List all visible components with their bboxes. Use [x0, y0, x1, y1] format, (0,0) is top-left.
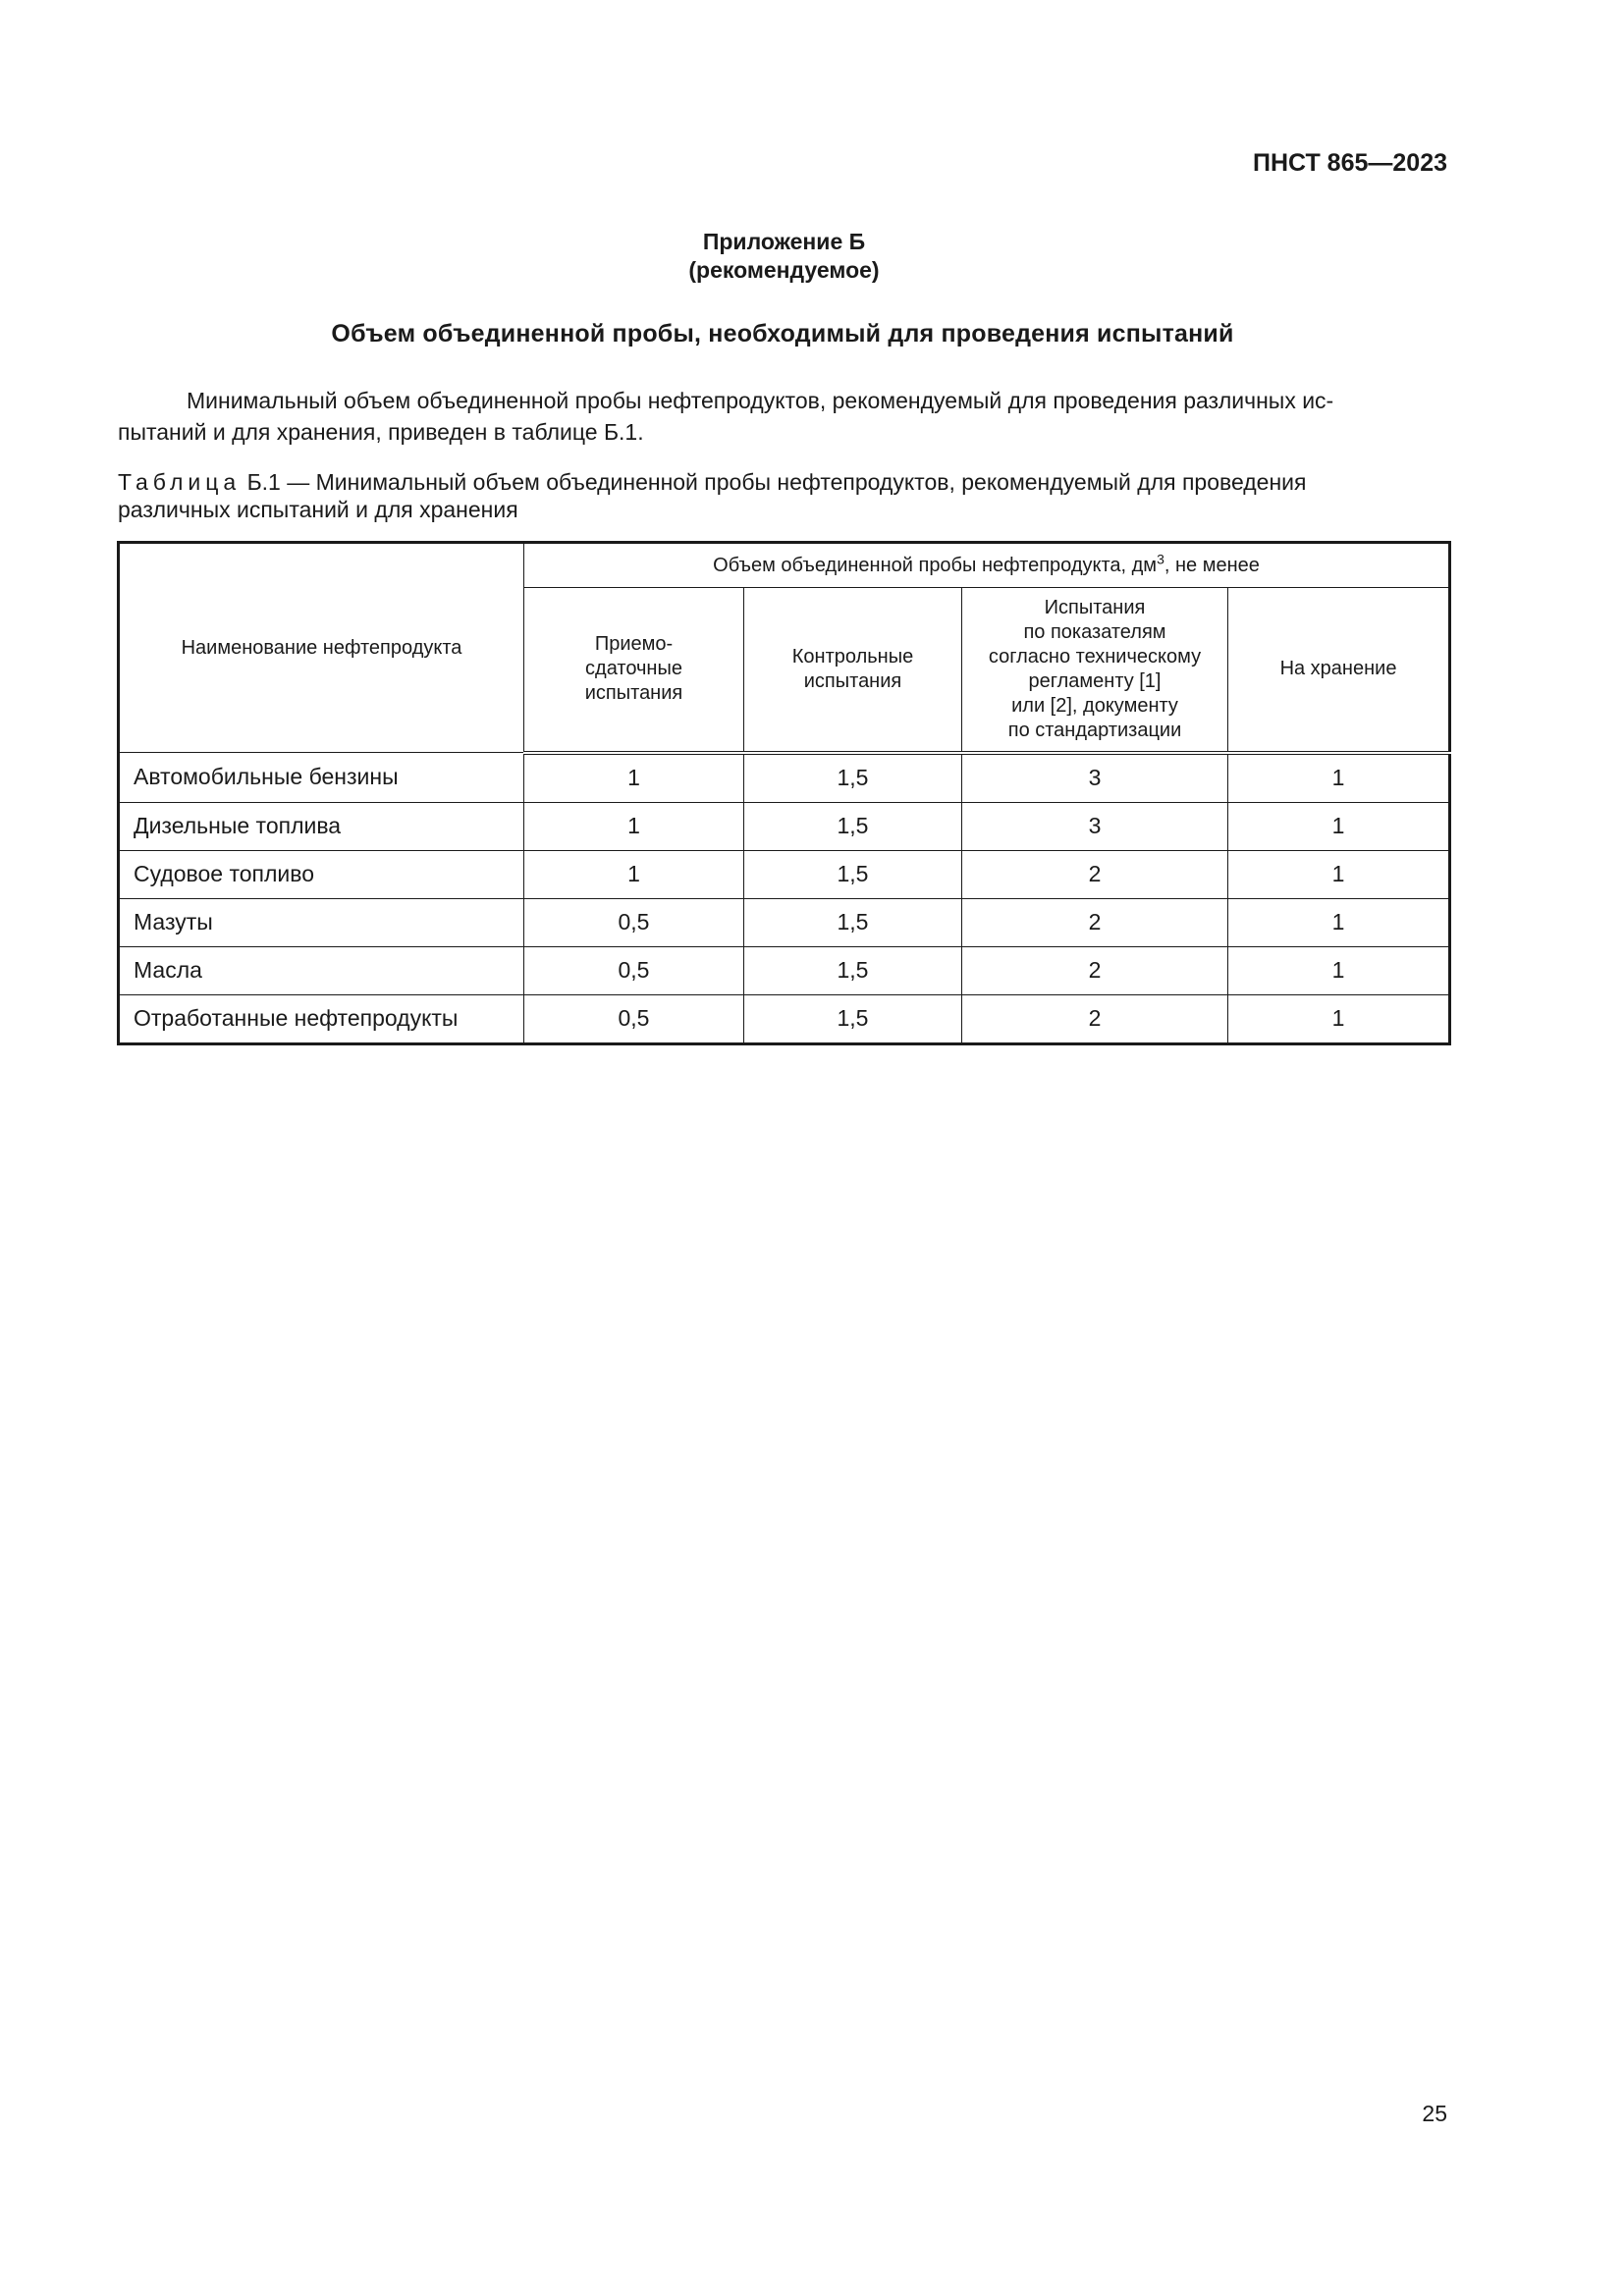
col-header-acceptance-tests — [524, 588, 744, 753]
standard-code: ПНСТ 865—2023 — [1253, 149, 1447, 177]
col-header-control-tests — [744, 588, 962, 753]
cell-storage: 1 — [1228, 898, 1450, 946]
cell-product-name: Автомобильные бензины — [119, 753, 524, 803]
volume-header-sup: 3 — [1157, 550, 1164, 566]
cell-acceptance: 1 — [524, 802, 744, 850]
cell-regulation: 2 — [962, 994, 1228, 1043]
header-line: по показателям — [1023, 620, 1166, 643]
table-row — [119, 802, 1450, 850]
volume-header-suffix: , не менее — [1164, 554, 1260, 576]
cell-acceptance: 1 — [524, 753, 744, 803]
table-caption-label: Таблица — [118, 469, 242, 495]
cell-regulation: 3 — [962, 802, 1228, 850]
section-title: Объем объединенной пробы, необходимый для проведения испытаний — [331, 320, 1234, 347]
appendix-heading — [0, 228, 1568, 285]
sample-volume-table — [117, 541, 1451, 1045]
col-group-header-volume — [524, 543, 1450, 588]
intro-line-2: пытаний и для хранения, приведен в таблице Б.1. — [118, 419, 644, 445]
cell-acceptance: 1 — [524, 850, 744, 898]
cell-regulation: 2 — [962, 850, 1228, 898]
cell-acceptance: 0,5 — [524, 994, 744, 1043]
header-line: Контрольные — [791, 645, 914, 667]
cell-acceptance: 0,5 — [524, 946, 744, 994]
intro-line-1: Минимальный объем объединенной пробы нефтепродуктов, рекомендуемый для проведения различных ис- — [187, 388, 1334, 413]
header-line: испытания — [584, 682, 683, 705]
cell-storage: 1 — [1228, 753, 1450, 803]
header-line: согласно техническому — [988, 645, 1202, 667]
header-line: или [2], документу — [1011, 694, 1178, 717]
volume-header-prefix: Объем объединенной пробы нефтепродукта, дм — [713, 554, 1158, 576]
col-header-regulation-tests — [962, 588, 1228, 753]
table-caption-text-1: Б.1 — Минимальный объем объединенной пробы нефтепродуктов, рекомендуемый для проведения — [241, 469, 1307, 495]
intro-paragraph — [118, 385, 1448, 448]
cell-storage: 1 — [1228, 850, 1450, 898]
cell-regulation: 2 — [962, 946, 1228, 994]
cell-regulation: 3 — [962, 753, 1228, 803]
cell-control: 1,5 — [744, 753, 962, 803]
col-header-storage — [1228, 588, 1450, 753]
cell-storage: 1 — [1228, 802, 1450, 850]
header-line: сдаточные — [585, 658, 682, 680]
cell-acceptance: 0,5 — [524, 898, 744, 946]
cell-regulation: 2 — [962, 898, 1228, 946]
table-row — [119, 946, 1450, 994]
table-caption-text-2: различных испытаний и для хранения — [118, 497, 518, 522]
header-line: регламенту [1] — [1028, 669, 1162, 692]
cell-product-name: Масла — [119, 946, 524, 994]
cell-control: 1,5 — [744, 802, 962, 850]
page-number: 25 — [1422, 2101, 1447, 2126]
table-caption — [118, 468, 1448, 523]
table-row — [119, 898, 1450, 946]
table-row — [119, 994, 1450, 1043]
appendix-title: Приложение Б — [702, 229, 866, 254]
header-line: Приемо- — [594, 633, 674, 656]
table-row — [119, 753, 1450, 803]
cell-control: 1,5 — [744, 898, 962, 946]
cell-product-name: Мазуты — [119, 898, 524, 946]
cell-control: 1,5 — [744, 850, 962, 898]
header-line: Испытания — [1044, 596, 1146, 618]
table-row — [119, 850, 1450, 898]
cell-product-name: Дизельные топлива — [119, 802, 524, 850]
cell-product-name: Судовое топливо — [119, 850, 524, 898]
table-caption-line-1 — [118, 468, 1448, 496]
cell-control: 1,5 — [744, 994, 962, 1043]
cell-storage: 1 — [1228, 994, 1450, 1043]
cell-storage: 1 — [1228, 946, 1450, 994]
cell-control: 1,5 — [744, 946, 962, 994]
cell-product-name: Отработанные нефтепродукты — [119, 994, 524, 1043]
header-line: испытания — [803, 669, 902, 692]
header-line: На хранение — [1279, 658, 1397, 680]
header-line: по стандартизации — [1007, 719, 1182, 741]
col-header-product-name: Наименование нефтепродукта — [119, 543, 524, 753]
appendix-status: (рекомендуемое) — [688, 257, 880, 283]
